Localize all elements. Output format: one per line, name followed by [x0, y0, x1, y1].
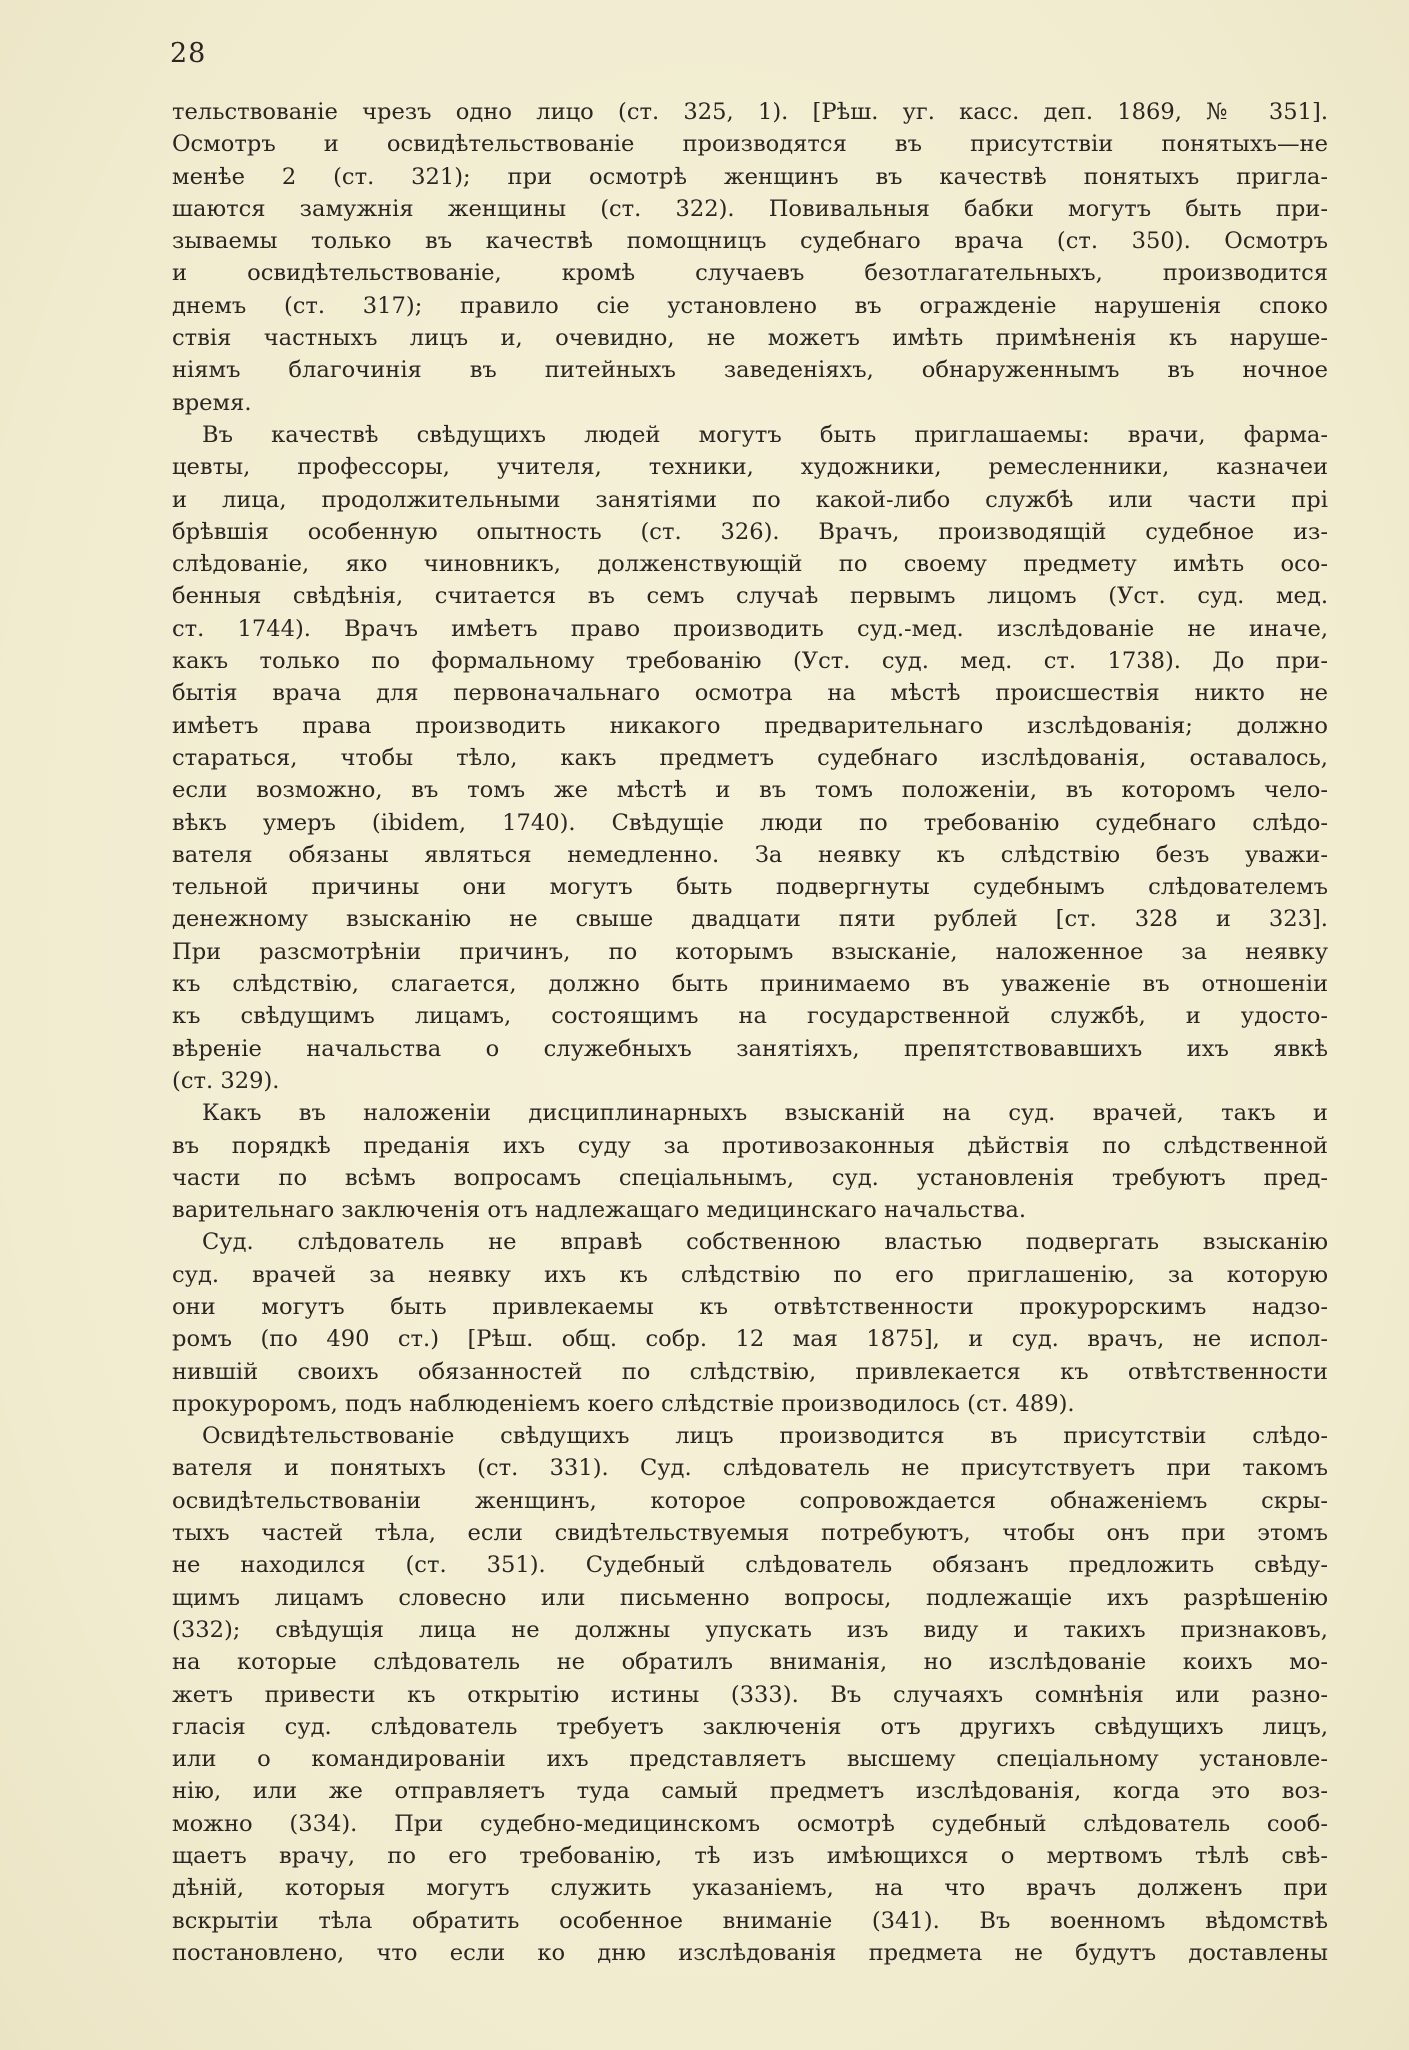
- text-line: денежному взысканію не свыше двадцати пяти рублей [ст. 328 и 323].: [172, 906, 1328, 933]
- text-line: они могутъ быть привлекаемы къ отвѣтственности прокурорскимъ надзо-: [172, 1293, 1328, 1320]
- text-line: имѣетъ права производить никакого предварительнаго изслѣдованія; должно: [172, 712, 1328, 739]
- text-line: ніямъ благочинія въ питейныхъ заведеніяхъ, обнаруженнымъ въ ночное: [172, 357, 1328, 384]
- text-line: дѣній, которыя могутъ служить указаніемъ, на что врачъ долженъ при: [172, 1875, 1328, 1902]
- text-line: части по всѣмъ вопросамъ спеціальнымъ, суд. установленія требуютъ пред-: [172, 1164, 1328, 1191]
- text-line: Освидѣтельствованіе свѣдущихъ лицъ производится въ присутствіи слѣдо-: [202, 1423, 1328, 1450]
- text-line: и освидѣтельствованіе, кромѣ случаевъ безотлагательныхъ, производится: [172, 260, 1328, 287]
- text-line: ствія частныхъ лицъ и, очевидно, не можетъ имѣть примѣненія къ наруше-: [172, 325, 1328, 352]
- text-line: бенныя свѣдѣнія, считается въ семъ случаѣ первымъ лицомъ (Уст. суд. мед.: [172, 583, 1328, 610]
- text-line: варительнаго заключенія отъ надлежащаго медицинскаго начальства.: [172, 1197, 1027, 1224]
- text-line: или о командированіи ихъ представляетъ высшему спеціальному установле-: [172, 1746, 1328, 1773]
- text-line: можно (334). При судебно-медицинскомъ осмотрѣ судебный слѣдователь сооб-: [172, 1810, 1328, 1837]
- text-line: гласія суд. слѣдователь требуетъ заключенія отъ другихъ свѣдущихъ лицъ,: [172, 1713, 1328, 1740]
- text-line: на которые слѣдователь не обратилъ вниманія, но изслѣдованіе коихъ мо-: [172, 1649, 1328, 1676]
- text-line: тельствованіе чрезъ одно лицо (ст. 325, 1). [Рѣш. уг. касс. деп. 1869, № 351].: [172, 99, 1328, 125]
- text-line: шаются замужнія женщины (ст. 322). Повивальныя бабки могутъ быть при-: [172, 195, 1328, 222]
- text-line: ст. 1744). Врачъ имѣетъ право производить суд.-мед. изслѣдованіе не иначе,: [172, 615, 1328, 642]
- text-line: Суд. слѣдователь не вправѣ собственною властью подвергать взысканію: [202, 1229, 1328, 1256]
- text-line: щаетъ врачу, по его требованію, тѣ изъ имѣющихся о мертвомъ тѣлѣ свѣ-: [172, 1843, 1328, 1870]
- text-line: стараться, чтобы тѣло, какъ предметъ судебнаго изслѣдованія, оставалось,: [172, 744, 1328, 771]
- text-line: тельной причины они могутъ быть подвергнуты судебнымъ слѣдователемъ: [172, 874, 1328, 901]
- text-line: постановлено, что если ко дню изслѣдованія предмета не будутъ доставлены: [172, 1939, 1328, 1966]
- text-line: и лица, продолжительными занятіями по какой-либо службѣ или части прі: [172, 486, 1328, 513]
- text-line: нію, или же отправляетъ туда самый предметъ изслѣдованія, когда это воз-: [172, 1778, 1328, 1805]
- text-line: освидѣтельствованіи женщинъ, которое сопровождается обнаженіемъ скры-: [172, 1487, 1328, 1514]
- text-line: цевты, профессоры, учителя, техники, художники, ремесленники, казначеи: [172, 454, 1328, 481]
- text-line: ромъ (по 490 ст.) [Рѣш. общ. собр. 12 мая 1875], и суд. врачъ, не испол-: [172, 1326, 1328, 1353]
- text-line: къ свѣдущимъ лицамъ, состоящимъ на государственной службѣ, и удосто-: [172, 1003, 1328, 1030]
- text-line: къ слѣдствію, слагается, должно быть принимаемо въ уваженіе въ отношеніи: [172, 971, 1328, 998]
- text-line: вѣреніе начальства о служебныхъ занятіяхъ, препятствовавшихъ ихъ явкѣ: [172, 1035, 1328, 1062]
- text-line: время.: [172, 389, 252, 416]
- text-line: Въ качествѣ свѣдущихъ людей могутъ быть приглашаемы: врачи, фарма-: [202, 421, 1328, 448]
- text-line: зываемы только въ качествѣ помощницъ судебнаго врача (ст. 350). Осмотръ: [172, 228, 1328, 255]
- text-line: жетъ привести къ открытію истины (333). Въ случаяхъ сомнѣнія или разно-: [172, 1681, 1328, 1708]
- text-line: какъ только по формальному требованію (Уст. суд. мед. ст. 1738). До при-: [172, 648, 1328, 675]
- text-line: тыхъ частей тѣла, если свидѣтельствуемыя потребуютъ, чтобы онъ при этомъ: [172, 1520, 1328, 1547]
- text-line: суд. врачей за неявку ихъ къ слѣдствію по его приглашенію, за которую: [172, 1261, 1328, 1288]
- text-line: Какъ въ наложеніи дисциплинарныхъ взысканій на суд. врачей, такъ и: [202, 1100, 1328, 1127]
- page-number: 28: [170, 38, 207, 69]
- text-line: щимъ лицамъ словесно или письменно вопросы, подлежащіе ихъ разрѣшенію: [172, 1584, 1328, 1611]
- text-line: менѣе 2 (ст. 321); при осмотрѣ женщинъ въ качествѣ понятыхъ пригла-: [172, 163, 1328, 190]
- body-text: [172, 96, 1328, 1969]
- text-line: Осмотръ и освидѣтельствованіе производятся въ присутствіи понятыхъ—не: [172, 131, 1328, 158]
- text-line: бытія врача для первоначальнаго осмотра на мѣстѣ происшествія никто не: [172, 680, 1328, 707]
- text-line: брѣвшія особенную опытность (ст. 326). Врачъ, производящій судебное из-: [172, 518, 1328, 545]
- text-line: прокуроромъ, подъ наблюденіемъ коего слѣдствіе производилось (ст. 489).: [172, 1390, 1075, 1417]
- text-line: не находился (ст. 351). Судебный слѣдователь обязанъ предложить свѣду-: [172, 1552, 1328, 1579]
- text-line: (332); свѣдущія лица не должны упускать изъ виду и такихъ признаковъ,: [172, 1616, 1328, 1643]
- text-line: вѣкъ умеръ (ibidem, 1740). Свѣдущіе люди по требованію судебнаго слѣдо-: [172, 809, 1328, 836]
- text-line: слѣдованіе, яко чиновникъ, долженствующій по своему предмету имѣть осо-: [172, 551, 1328, 578]
- text-line: При разсмотрѣніи причинъ, по которымъ взысканіе, наложенное за неявку: [172, 938, 1328, 965]
- text-line: (ст. 329).: [172, 1067, 280, 1094]
- text-line: днемъ (ст. 317); правило сіе установлено въ огражденіе нарушенія споко: [172, 292, 1328, 319]
- text-line: вателя и понятыхъ (ст. 331). Суд. слѣдователь не присутствуетъ при такомъ: [172, 1455, 1328, 1482]
- text-line: если возможно, въ томъ же мѣстѣ и въ томъ положеніи, въ которомъ чело-: [172, 777, 1328, 804]
- text-line: нившій своихъ обязанностей по слѣдствію, привлекается къ отвѣтственности: [172, 1358, 1328, 1385]
- text-line: вателя обязаны являться немедленно. За неявку къ слѣдствію безъ уважи-: [172, 841, 1328, 868]
- text-line: вскрытіи тѣла обратить особенное вниманіе (341). Въ военномъ вѣдомствѣ: [172, 1907, 1328, 1934]
- text-line: въ порядкѣ преданія ихъ суду за противозаконныя дѣйствія по слѣдственной: [172, 1132, 1328, 1159]
